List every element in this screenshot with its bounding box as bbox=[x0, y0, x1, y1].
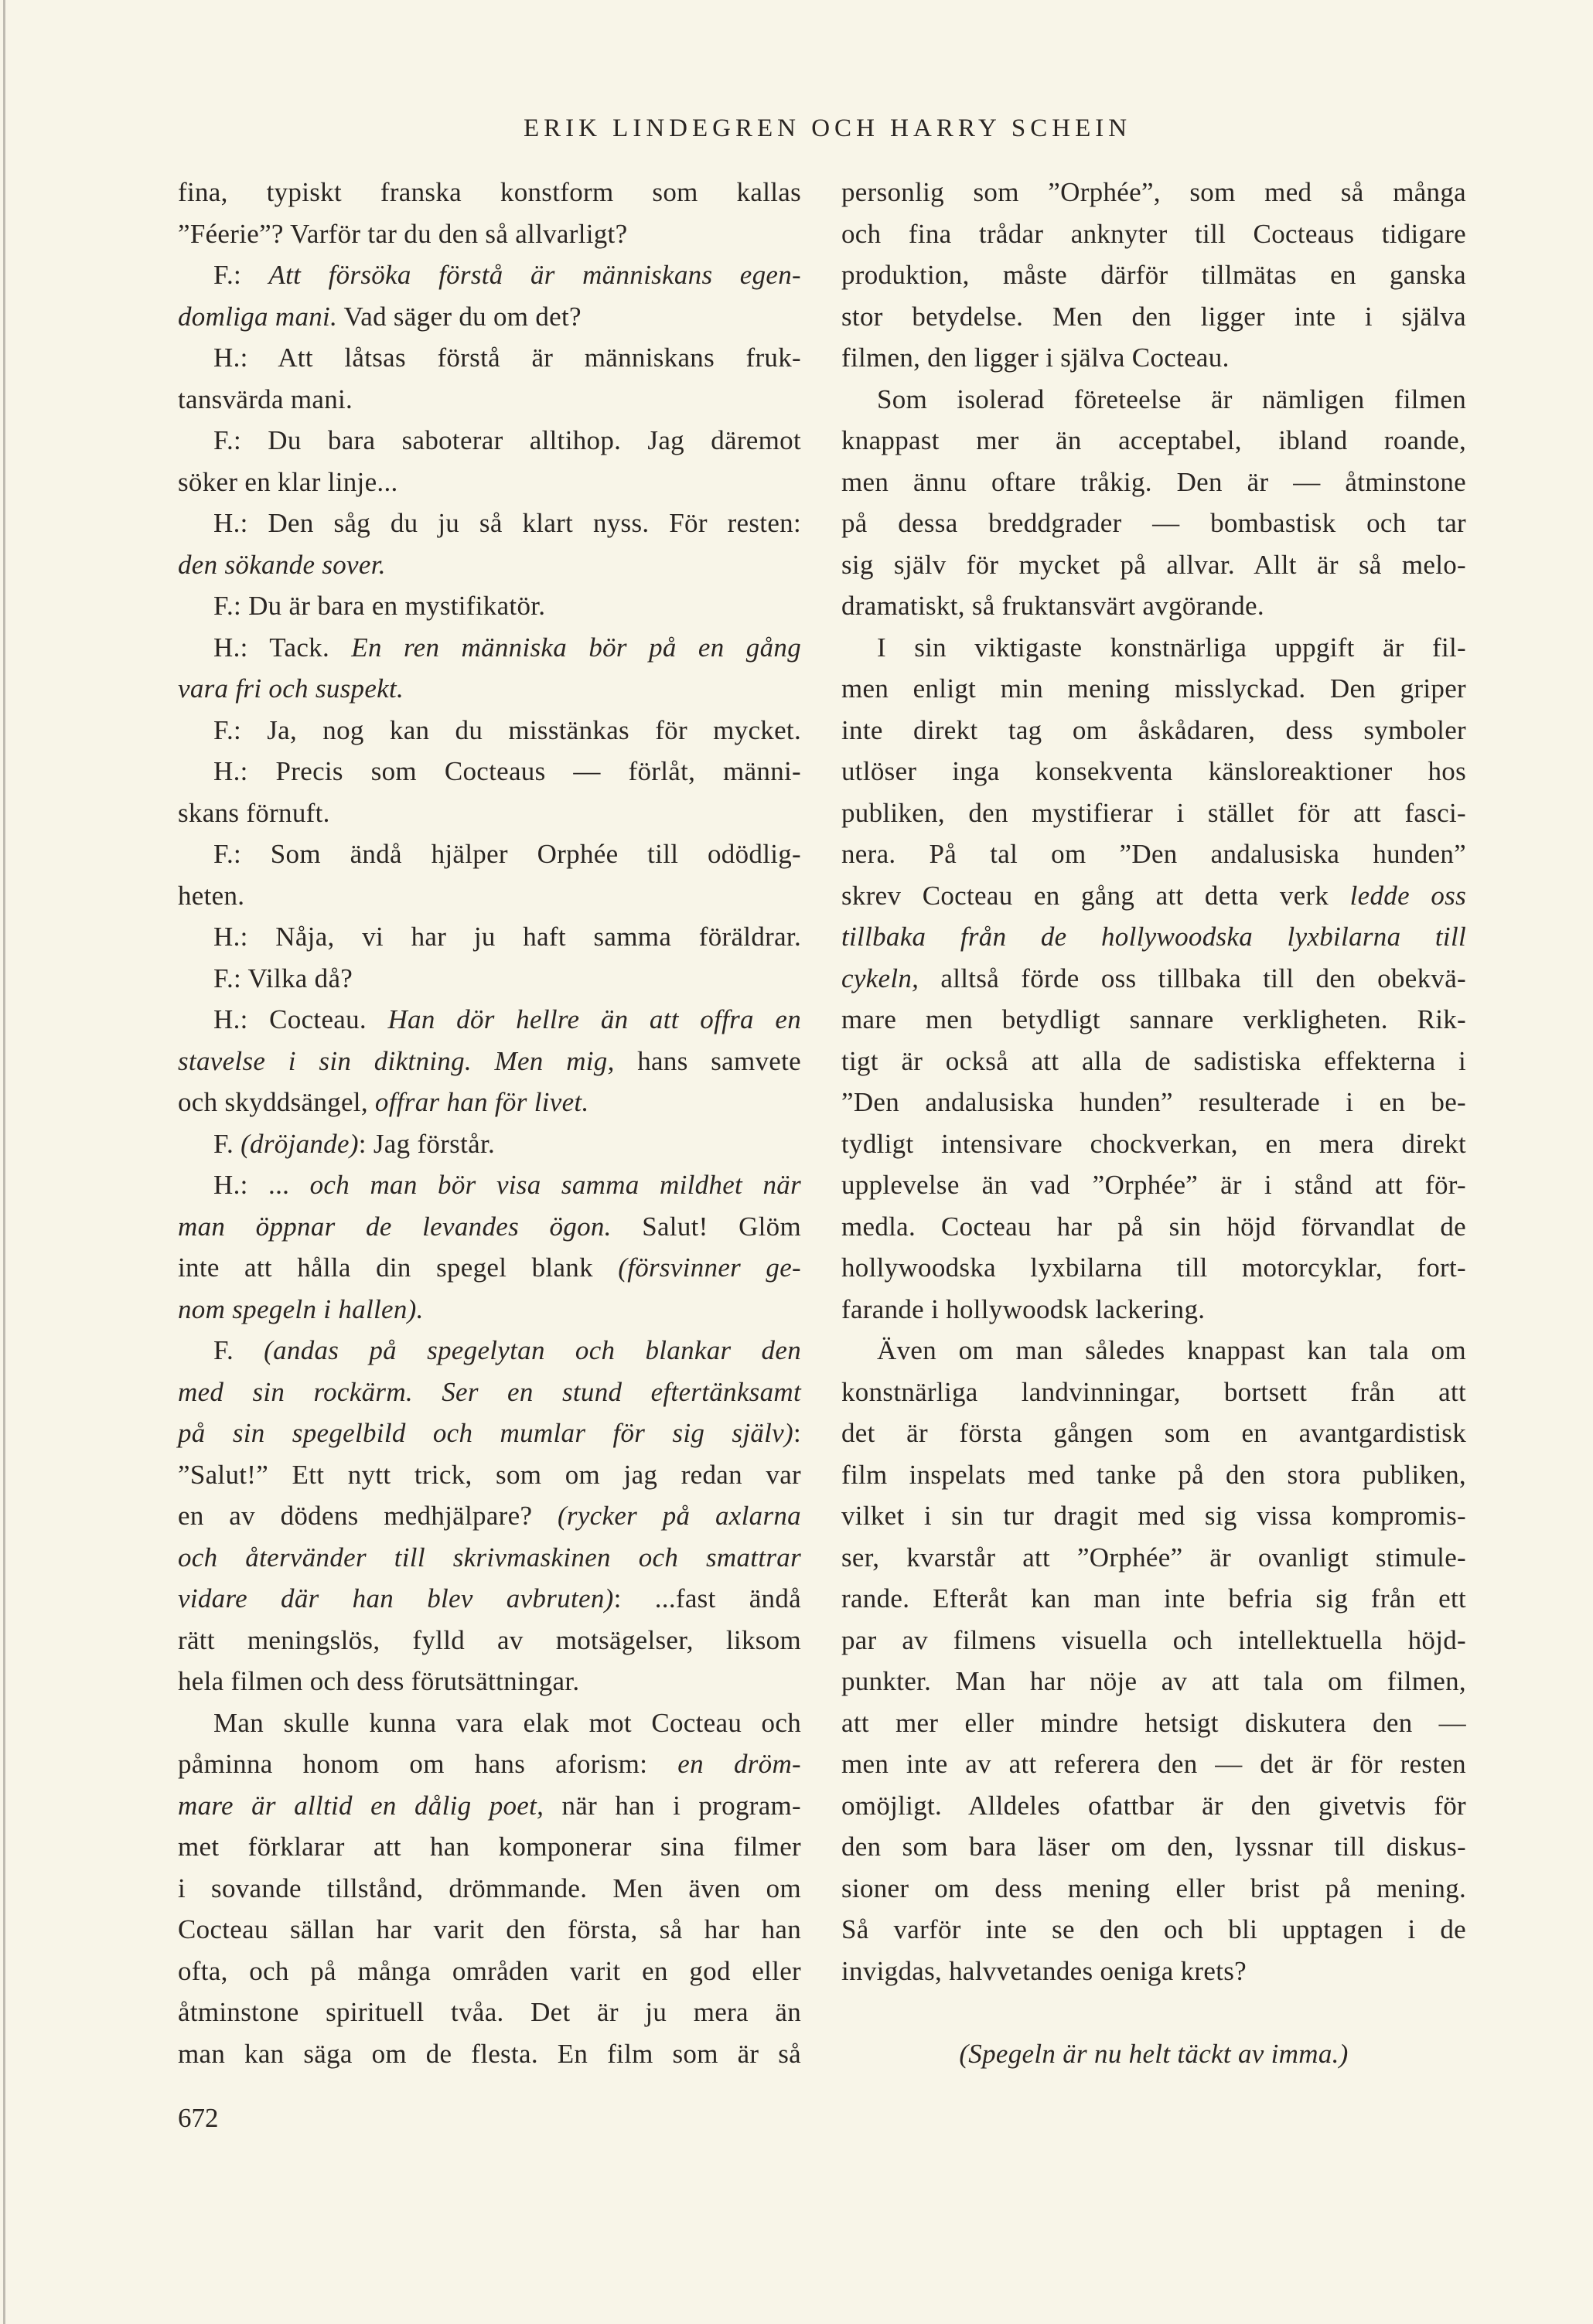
text: met förklarar att han komponerar sina filmer bbox=[178, 1832, 801, 1862]
italic-text: vidare där han blev avbruten) bbox=[178, 1583, 614, 1614]
text: H.: Precis som Cocteaus — förlåt, männi- bbox=[213, 756, 801, 786]
text: personlig som ”Orphée”, som med så många bbox=[841, 177, 1466, 207]
text-line bbox=[178, 916, 801, 958]
text-line bbox=[178, 296, 801, 338]
text: hans samvete bbox=[614, 1045, 801, 1076]
text: H.: ... bbox=[213, 1170, 310, 1200]
text: H.: Den såg du ju så klart nyss. För resten: bbox=[213, 508, 801, 538]
text: påminna honom om hans aforism: bbox=[178, 1749, 678, 1779]
text-line bbox=[178, 1992, 801, 2033]
text-line bbox=[841, 1620, 1466, 1661]
text-line bbox=[841, 1743, 1466, 1785]
italic-text: en dröm- bbox=[677, 1749, 801, 1779]
text-line bbox=[178, 1826, 801, 1868]
text-line bbox=[841, 172, 1466, 213]
text-line bbox=[841, 751, 1466, 792]
text-line bbox=[178, 1412, 801, 1454]
text-line bbox=[841, 2033, 1466, 2075]
text-line bbox=[841, 337, 1466, 379]
text-line bbox=[178, 1330, 801, 1372]
text-line bbox=[841, 1537, 1466, 1579]
text: men inte av att referera den — det är för resten bbox=[841, 1749, 1466, 1779]
text: I sin viktigaste konstnärliga uppgift är fil- bbox=[877, 632, 1466, 663]
text: F. bbox=[213, 1128, 241, 1159]
text: omöjligt. Alldeles ofattbar är den givetvis för bbox=[841, 1790, 1466, 1821]
text-line bbox=[178, 1743, 801, 1785]
text: Även om man således knappast kan tala om bbox=[877, 1335, 1466, 1365]
text-line bbox=[178, 1868, 801, 1910]
text: upplevelse än vad ”Orphée” är i stånd att för- bbox=[841, 1170, 1466, 1200]
text-line bbox=[841, 710, 1466, 751]
text-line bbox=[178, 1082, 801, 1123]
text: men enligt min mening misslyckad. Den griper bbox=[841, 673, 1466, 704]
text: alltså förde oss tillbaka till den obekvä- bbox=[919, 963, 1466, 993]
text: filmen, den ligger i själva Cocteau. bbox=[841, 342, 1230, 373]
italic-text: och återvänder till skrivmaskinen och smattrar bbox=[178, 1542, 801, 1573]
text-line bbox=[178, 1247, 801, 1289]
text-line bbox=[178, 379, 801, 421]
text-line bbox=[841, 420, 1466, 462]
text: utlöser inga konsekventa känsloreaktioner hos bbox=[841, 756, 1466, 786]
italic-text: med sin rockärm. Ser en stund eftertänksamt bbox=[178, 1376, 801, 1407]
text-line bbox=[841, 1702, 1466, 1744]
text-line bbox=[178, 1951, 801, 1992]
text: man kan säga om de flesta. En film som är så bbox=[178, 2038, 801, 2069]
text-line bbox=[841, 544, 1466, 586]
text-line bbox=[178, 1495, 801, 1537]
text: produktion, måste därför tillmätas en ganska bbox=[841, 260, 1466, 290]
text: ”Féerie”? Varför tar du den så allvarligt? bbox=[178, 218, 628, 249]
text: invigdas, halvvetandes oeniga krets? bbox=[841, 1955, 1247, 1986]
text-line bbox=[841, 1909, 1466, 1951]
text-line bbox=[841, 1330, 1466, 1372]
italic-text: den sökande sover. bbox=[178, 549, 386, 580]
text: tansvärda mani. bbox=[178, 383, 353, 414]
text: farande i hollywoodsk lackering. bbox=[841, 1293, 1206, 1324]
text: F.: Vilka då? bbox=[213, 963, 353, 993]
text: Vad säger du om det? bbox=[337, 301, 582, 332]
text-line bbox=[178, 544, 801, 586]
text: sig själv för mycket på allvar. Allt är så melo- bbox=[841, 549, 1466, 580]
text-line bbox=[178, 1041, 801, 1082]
italic-text: på sin spegelbild och mumlar för sig själv) bbox=[178, 1418, 793, 1448]
text-line bbox=[841, 916, 1466, 958]
text: par av filmens visuella och intellektuella höjd- bbox=[841, 1624, 1466, 1655]
text: F.: bbox=[213, 260, 269, 290]
text-line bbox=[178, 875, 801, 917]
text-line bbox=[178, 172, 801, 213]
text-line bbox=[178, 337, 801, 379]
italic-text: En ren människa bör på en gång bbox=[351, 632, 802, 663]
text: F.: Ja, nog kan du misstänkas för mycket. bbox=[213, 714, 801, 745]
italic-text: nom spegeln i hallen). bbox=[178, 1293, 424, 1324]
text: dramatiskt, så fruktansvärt avgörande. bbox=[841, 591, 1264, 621]
italic-text: offrar han för livet. bbox=[374, 1087, 589, 1117]
italic-text: och man bör visa samma mildhet när bbox=[309, 1170, 801, 1200]
page-edge bbox=[3, 0, 5, 2324]
text-line bbox=[841, 1578, 1466, 1620]
page-number: 672 bbox=[178, 2103, 219, 2133]
italic-text: stavelse i sin diktning. Men mig, bbox=[178, 1045, 615, 1076]
text: det är första gången som en avantgardistisk bbox=[841, 1418, 1466, 1448]
text: punkter. Man har nöje av att tala om filmen, bbox=[841, 1666, 1466, 1696]
text-line bbox=[841, 1868, 1466, 1910]
italic-text: tillbaka från de hollywoodska lyxbilarna till bbox=[841, 922, 1466, 952]
text-line bbox=[178, 213, 801, 255]
text: nera. På tal om ”Den andalusiska hunden” bbox=[841, 839, 1466, 869]
text: mare men betydligt sannare verkligheten. Rik- bbox=[841, 1004, 1466, 1034]
text-line bbox=[841, 1951, 1466, 1992]
text-line bbox=[178, 792, 801, 834]
italic-text: mare är alltid en dålig poet, bbox=[178, 1790, 544, 1821]
text-line bbox=[178, 1702, 801, 1744]
text: men ännu oftare tråkig. Den är — åtminstone bbox=[841, 466, 1466, 497]
text: ser, kvarstår att ”Orphée” är ovanligt stimule- bbox=[841, 1542, 1466, 1573]
text: F.: Du bara saboterar alltihop. Jag däremot bbox=[213, 425, 801, 455]
italic-text: vara fri och suspekt. bbox=[178, 673, 404, 704]
text-line bbox=[178, 1537, 801, 1579]
text: : ...fast ändå bbox=[613, 1583, 801, 1614]
text-line bbox=[178, 833, 801, 875]
italic-text: domliga mani. bbox=[178, 301, 338, 332]
text: ”Den andalusiska hunden” resulterade i en be- bbox=[841, 1087, 1466, 1117]
text: H.: Tack. bbox=[213, 632, 352, 663]
text: Cocteau sällan har varit den första, så har han bbox=[178, 1914, 801, 1944]
text-line bbox=[178, 751, 801, 792]
italic-text: Att försöka förstå är människans egen- bbox=[268, 260, 801, 290]
text-line bbox=[178, 999, 801, 1041]
text-line bbox=[178, 254, 801, 296]
text: inte att hålla din spegel blank bbox=[178, 1252, 619, 1283]
text-line bbox=[841, 379, 1466, 421]
text-line bbox=[178, 1123, 801, 1165]
text-line bbox=[178, 1578, 801, 1620]
text-line bbox=[178, 1661, 801, 1702]
text-line bbox=[178, 1372, 801, 1413]
text: F.: Du är bara en mystifikatör. bbox=[213, 591, 546, 621]
text-line bbox=[841, 1247, 1466, 1289]
text-line bbox=[841, 1661, 1466, 1702]
text-line bbox=[178, 1620, 801, 1661]
text: åtminstone spirituell tvåa. Det är ju mera än bbox=[178, 1997, 801, 2027]
text: F.: Som ändå hjälper Orphée till odödlig- bbox=[213, 839, 801, 869]
text: publiken, den mystifierar i stället för att fasci- bbox=[841, 797, 1466, 828]
text: H.: Nåja, vi har ju haft samma föräldrar. bbox=[213, 922, 801, 952]
text-line bbox=[841, 1289, 1466, 1331]
text: Som isolerad företeelse är nämligen filmen bbox=[877, 383, 1466, 414]
italic-text: (Spegeln är nu helt täckt av imma.) bbox=[959, 2038, 1349, 2069]
text: Salut! Glöm bbox=[611, 1211, 801, 1242]
text-line bbox=[178, 585, 801, 627]
text-line bbox=[841, 1412, 1466, 1454]
italic-text: Han dör hellre än att offra en bbox=[387, 1004, 801, 1034]
text: rätt meningslös, fylld av motsägelser, liksom bbox=[178, 1624, 801, 1655]
text-line bbox=[841, 668, 1466, 710]
text-line bbox=[841, 833, 1466, 875]
text-line bbox=[841, 213, 1466, 255]
text-line bbox=[841, 1041, 1466, 1082]
text: sioner om dess mening eller brist på mening. bbox=[841, 1872, 1466, 1903]
text: en av dödens medhjälpare? bbox=[178, 1501, 558, 1531]
text-line bbox=[841, 1495, 1466, 1537]
text: ofta, och på många områden varit en god eller bbox=[178, 1955, 801, 1986]
text: F. bbox=[213, 1335, 264, 1365]
text-line bbox=[841, 1372, 1466, 1413]
text: : bbox=[793, 1418, 801, 1448]
text-line bbox=[841, 875, 1466, 917]
text: skrev Cocteau en gång att detta verk bbox=[841, 880, 1350, 911]
text: och fina trådar anknyter till Cocteaus tidigare bbox=[841, 218, 1466, 249]
text: och skyddsängel, bbox=[178, 1087, 375, 1117]
text: rande. Efteråt kan man inte befria sig från ett bbox=[841, 1583, 1466, 1614]
text: inte direkt tag om åskådaren, dess symboler bbox=[841, 714, 1466, 745]
text: ”Salut!” Ett nytt trick, som om jag redan var bbox=[178, 1459, 801, 1490]
text: tigt är också att alla de sadistiska effekterna i bbox=[841, 1045, 1466, 1076]
text-line bbox=[178, 1289, 801, 1331]
italic-text: ledde oss bbox=[1349, 880, 1466, 911]
text: tydligt intensivare chockverkan, en mera direkt bbox=[841, 1128, 1466, 1159]
text: på dessa breddgrader — bombastisk och tar bbox=[841, 508, 1466, 538]
text-line bbox=[178, 1785, 801, 1827]
text: Så varför inte se den och bli upptagen i de bbox=[841, 1914, 1466, 1944]
text: hollywoodska lyxbilarna till motorcyklar, fort- bbox=[841, 1252, 1466, 1283]
left-column bbox=[178, 172, 801, 2074]
text-line bbox=[841, 1164, 1466, 1206]
text-line bbox=[178, 420, 801, 462]
text: hela filmen och dess förutsättningar. bbox=[178, 1666, 580, 1696]
text-line bbox=[841, 254, 1466, 296]
text: i sovande tillstånd, drömmande. Men även om bbox=[178, 1872, 801, 1903]
italic-text: (rycker på axlarna bbox=[557, 1501, 801, 1531]
text: H.: Cocteau. bbox=[213, 1004, 388, 1034]
text: den som bara läser om den, lyssnar till diskus- bbox=[841, 1832, 1466, 1862]
text-line bbox=[178, 503, 801, 544]
text-line bbox=[178, 1206, 801, 1248]
text-line bbox=[178, 462, 801, 503]
italic-text: (försvinner ge- bbox=[618, 1252, 801, 1283]
text-line bbox=[178, 710, 801, 751]
text: vilket i sin tur dragit med sig vissa kompromis- bbox=[841, 1501, 1466, 1531]
text: konstnärliga landvinningar, bortsett från att bbox=[841, 1376, 1466, 1407]
text-line bbox=[841, 1454, 1466, 1496]
italic-text: cykeln, bbox=[841, 963, 919, 993]
text: : Jag förstår. bbox=[358, 1128, 496, 1159]
text-line bbox=[841, 1123, 1466, 1165]
text: när han i program- bbox=[544, 1790, 802, 1821]
text-line bbox=[841, 296, 1466, 338]
text: H.: Att låtsas förstå är människans fruk- bbox=[213, 342, 801, 373]
text-line bbox=[841, 999, 1466, 1041]
text-line bbox=[841, 958, 1466, 1000]
text-line bbox=[841, 627, 1466, 669]
text-line bbox=[178, 1164, 801, 1206]
text: film inspelats med tanke på den stora publiken, bbox=[841, 1459, 1466, 1490]
italic-text: (andas på spegelytan och blankar den bbox=[264, 1335, 801, 1365]
text: medla. Cocteau har på sin höjd förvandlat de bbox=[841, 1211, 1466, 1242]
italic-text: (dröjande) bbox=[240, 1128, 359, 1159]
text-line bbox=[841, 1206, 1466, 1248]
text-line bbox=[178, 1454, 801, 1496]
running-header: ERIK LINDEGREN OCH HARRY SCHEIN bbox=[523, 114, 1132, 142]
text-line bbox=[841, 585, 1466, 627]
text: fina, typiskt franska konstform som kallas bbox=[178, 177, 801, 207]
text-line bbox=[841, 1785, 1466, 1827]
text: heten. bbox=[178, 880, 245, 911]
text-line bbox=[178, 1909, 801, 1951]
text-line bbox=[841, 792, 1466, 834]
text-line bbox=[841, 1082, 1466, 1123]
text-line bbox=[178, 668, 801, 710]
text: stor betydelse. Men den ligger inte i själva bbox=[841, 301, 1466, 332]
text: Man skulle kunna vara elak mot Cocteau och bbox=[213, 1707, 801, 1738]
right-column bbox=[841, 172, 1466, 2074]
text-line bbox=[841, 462, 1466, 503]
text-line bbox=[841, 1992, 1466, 2033]
italic-text: man öppnar de levandes ögon. bbox=[178, 1211, 612, 1242]
text-line bbox=[841, 1826, 1466, 1868]
text: att mer eller mindre hetsigt diskutera den — bbox=[841, 1707, 1466, 1738]
text: skans förnuft. bbox=[178, 797, 330, 828]
text-line bbox=[178, 2033, 801, 2075]
text-line bbox=[178, 958, 801, 1000]
text-line bbox=[178, 627, 801, 669]
text: knappast mer än acceptabel, ibland roande, bbox=[841, 425, 1466, 455]
text: söker en klar linje... bbox=[178, 466, 398, 497]
text-line bbox=[841, 503, 1466, 544]
